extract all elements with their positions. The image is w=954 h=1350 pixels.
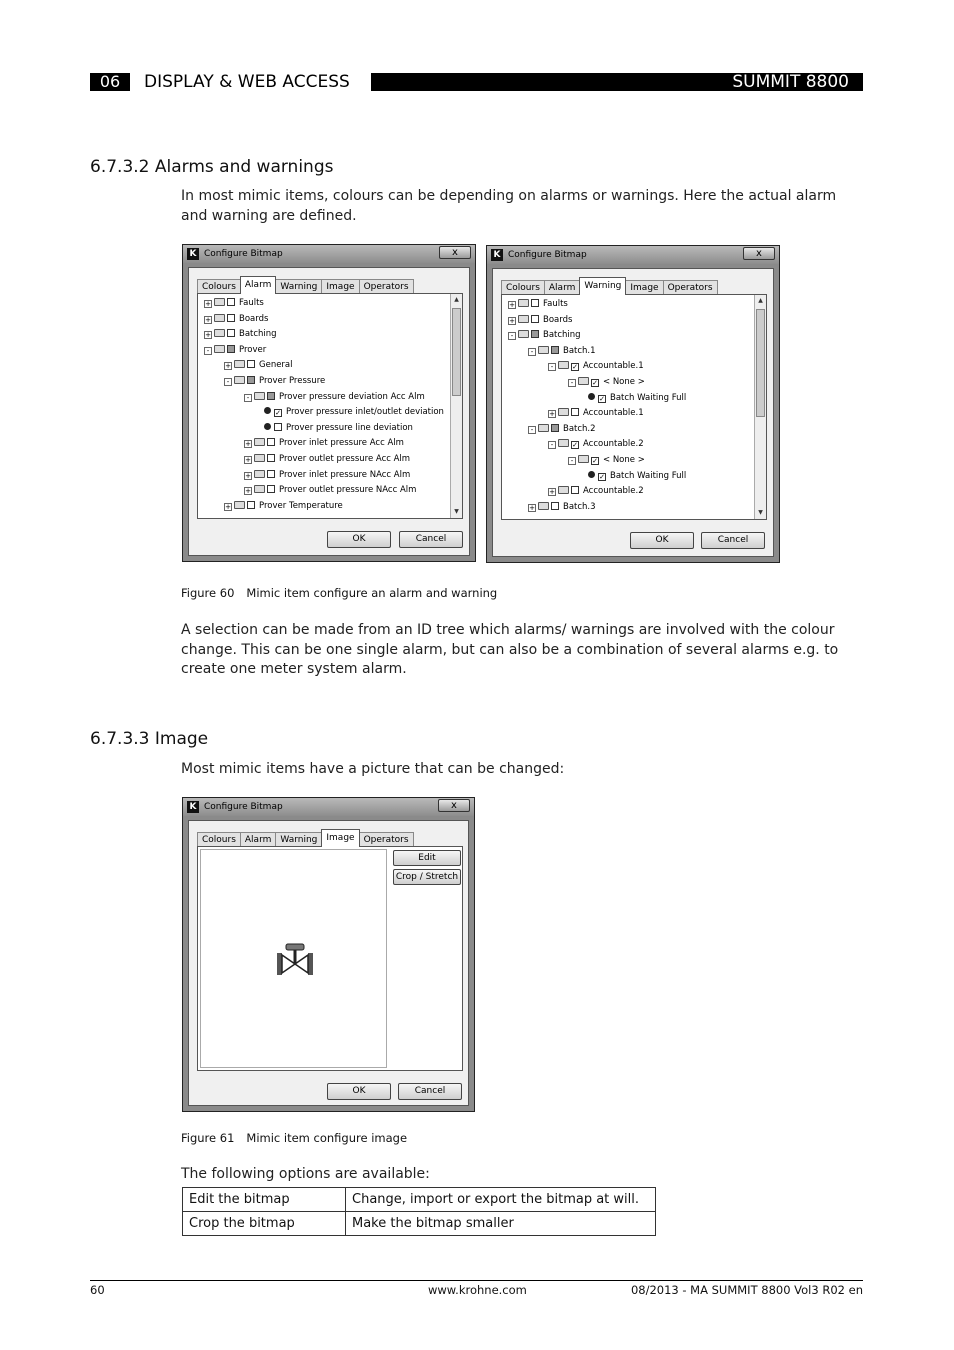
tree-item[interactable] — [244, 452, 410, 466]
dialog-body — [188, 267, 470, 556]
collapse-icon[interactable]: - — [508, 332, 516, 340]
tree-item-label: Prover outlet pressure Acc Alm — [279, 454, 411, 464]
folder-icon — [538, 346, 549, 354]
tab-warning[interactable]: Warning — [275, 832, 322, 847]
checkbox[interactable] — [571, 408, 579, 416]
alarm-bullet-icon — [264, 407, 271, 414]
tree-item[interactable] — [588, 391, 686, 405]
expand-icon[interactable]: + — [549, 410, 555, 419]
tab-alarm[interactable]: Alarm — [240, 276, 276, 294]
tab-alarm[interactable]: Alarm — [544, 280, 580, 295]
checkbox[interactable] — [274, 423, 282, 431]
options-table — [182, 1187, 656, 1236]
cancel-button[interactable]: Cancel — [399, 531, 463, 548]
checkbox[interactable] — [267, 438, 275, 446]
tree-item[interactable] — [244, 436, 404, 450]
tree-item-label: Faults — [239, 298, 264, 308]
tree-item[interactable] — [244, 390, 425, 404]
folder-icon — [518, 315, 529, 323]
folder-icon — [214, 314, 225, 322]
expand-icon[interactable]: + — [529, 503, 535, 512]
dialog-title: Configure Bitmap — [204, 802, 283, 812]
edit-button[interactable]: Edit — [393, 850, 461, 866]
checkbox[interactable] — [571, 486, 579, 494]
expand-icon[interactable]: + — [549, 488, 555, 497]
tree-item[interactable] — [204, 343, 266, 357]
alarm-bullet-icon — [588, 471, 595, 478]
dialog-body — [492, 268, 774, 557]
folder-icon — [254, 438, 265, 446]
image-panel — [197, 846, 463, 1071]
ok-button[interactable]: OK — [327, 1083, 391, 1100]
expand-icon[interactable]: + — [509, 301, 515, 309]
folder-icon — [214, 329, 225, 337]
tab-alarm[interactable]: Alarm — [240, 832, 276, 847]
tree-item-label: Batching — [543, 330, 581, 341]
tree-item[interactable] — [204, 327, 277, 341]
tree-item[interactable] — [568, 375, 645, 389]
tree-item[interactable] — [264, 421, 413, 435]
tab-strip — [501, 277, 717, 295]
expand-icon[interactable]: + — [245, 456, 251, 464]
page-number: 60 — [90, 1283, 105, 1297]
tree-item-label: < None > — [603, 455, 645, 465]
folder-icon — [234, 501, 245, 509]
checkbox[interactable] — [267, 485, 275, 493]
figure-title: Mimic item configure image — [246, 1131, 408, 1145]
cancel-button[interactable]: Cancel — [398, 1083, 462, 1100]
text-line: create one meter system alarm. — [181, 661, 407, 677]
folder-icon — [234, 376, 245, 384]
tree-item-label: Batch Waiting Full — [610, 392, 687, 403]
id-tree[interactable] — [197, 293, 463, 519]
collapse-icon[interactable]: - — [204, 347, 212, 355]
k-logo-icon: K — [187, 801, 199, 813]
tree-item-label: Accountable.2 — [583, 439, 644, 450]
tree-item[interactable] — [244, 483, 416, 497]
checkbox[interactable] — [531, 315, 539, 323]
checkbox[interactable]: ✓ — [599, 472, 605, 481]
tab-warning[interactable]: Warning — [275, 279, 322, 294]
tree-item[interactable] — [204, 312, 268, 326]
folder-icon — [254, 454, 265, 462]
figure-61-caption — [181, 1131, 407, 1145]
tree-item[interactable] — [528, 500, 596, 514]
tree-item[interactable] — [548, 359, 644, 373]
tree-item-label: Batch.1 — [563, 345, 596, 356]
tree-item-label: Prover outlet pressure NAcc Alm — [279, 485, 417, 496]
text-line: and warning are defined. — [181, 207, 357, 224]
table-row — [183, 1188, 656, 1212]
tab-operators[interactable]: Operators — [359, 832, 414, 847]
folder-icon — [214, 298, 225, 306]
text-line: A selection can be made from an ID tree which alarms/ warnings are involved with the colour — [181, 622, 835, 638]
tree-item-label: Prover inlet pressure Acc Alm — [279, 438, 404, 449]
tab-image[interactable]: Image — [321, 279, 359, 294]
checkbox[interactable] — [267, 454, 275, 462]
section-heading-image: 6.7.3.3 Image — [90, 729, 209, 749]
tab-colours[interactable]: Colours — [197, 279, 241, 294]
folder-icon — [234, 360, 245, 368]
tree-item[interactable] — [224, 358, 293, 372]
tree-item-label: Prover — [239, 344, 267, 355]
close-button[interactable]: x — [439, 246, 471, 259]
tree-item[interactable] — [548, 406, 644, 420]
tree-item[interactable] — [548, 484, 644, 498]
figure-number: Figure 61 — [181, 1131, 235, 1145]
checkbox[interactable] — [267, 470, 275, 478]
tree-item-label: < None > — [603, 377, 645, 387]
scroll-down-icon[interactable]: ▼ — [454, 508, 459, 515]
tree-scrollbar[interactable] — [450, 294, 462, 518]
checkbox[interactable] — [267, 392, 275, 400]
tree-item[interactable] — [528, 344, 596, 358]
tree-item-label: Prover pressure line deviation — [286, 422, 413, 433]
tree-item-label: Prover Pressure — [259, 376, 326, 386]
checkbox[interactable] — [551, 346, 559, 354]
tree-item[interactable] — [508, 297, 568, 311]
scroll-thumb[interactable] — [756, 309, 765, 417]
checkbox[interactable] — [247, 376, 255, 384]
folder-icon — [558, 486, 569, 494]
tree-item[interactable] — [588, 469, 686, 483]
checkbox[interactable] — [247, 360, 255, 368]
option-description: Change, import or export the bitmap at will. — [346, 1188, 656, 1212]
cancel-button[interactable]: Cancel — [701, 532, 765, 549]
tree-item[interactable] — [224, 374, 325, 388]
checkbox[interactable] — [531, 330, 539, 338]
tree-item[interactable] — [224, 499, 343, 513]
folder-icon — [558, 408, 569, 416]
close-button[interactable]: x — [438, 799, 470, 812]
figure-number: Figure 60 — [181, 586, 235, 600]
folder-icon — [254, 470, 265, 478]
image-intro: Most mimic items have a picture that can be changed: — [181, 761, 565, 777]
tab-image[interactable]: Image — [625, 280, 663, 295]
folder-icon — [578, 377, 589, 385]
configure-bitmap-dialog-alarm — [182, 244, 476, 562]
tab-warning[interactable]: Warning — [579, 277, 626, 295]
option-description: Make the bitmap smaller — [346, 1212, 656, 1236]
tab-operators[interactable]: Operators — [359, 279, 414, 294]
tab-image[interactable]: Image — [321, 829, 359, 847]
folder-icon — [518, 299, 529, 307]
tree-item-label: Prover inlet pressure NAcc Alm — [279, 469, 411, 480]
crop-stretch-button[interactable]: Crop / Stretch — [393, 869, 461, 885]
chapter-number: 06 — [90, 73, 130, 91]
k-logo-icon: K — [491, 249, 503, 261]
k-logo-icon: K — [187, 248, 199, 260]
folder-icon — [538, 424, 549, 432]
checkbox[interactable] — [227, 329, 235, 337]
section-heading-alarms: 6.7.3.2 Alarms and warnings — [90, 157, 334, 177]
tree-item-label: Boards — [543, 314, 573, 325]
tab-colours[interactable]: Colours — [197, 832, 241, 847]
checkbox[interactable] — [551, 502, 559, 510]
tree-item-label: General — [259, 360, 293, 371]
expand-icon[interactable]: + — [205, 300, 211, 308]
checkbox[interactable]: ✓ — [275, 409, 281, 418]
tree-item[interactable] — [264, 405, 444, 419]
close-button[interactable]: x — [743, 247, 775, 260]
tree-item-label: Prover pressure deviation Acc Alm — [279, 391, 425, 402]
folder-icon — [518, 330, 529, 338]
expand-icon[interactable]: + — [205, 315, 211, 324]
dialog-title: Configure Bitmap — [508, 250, 587, 260]
alarm-bullet-icon — [588, 393, 595, 400]
tree-item[interactable] — [244, 468, 410, 482]
alarms-intro — [181, 187, 861, 226]
scroll-down-icon[interactable]: ▼ — [758, 509, 763, 516]
checkbox[interactable]: ✓ — [592, 379, 598, 387]
tree-item[interactable] — [508, 328, 581, 342]
tree-item-label: Accountable.2 — [583, 486, 644, 497]
tree-item-label: Boards — [239, 313, 269, 324]
dialog-title: Configure Bitmap — [204, 249, 283, 259]
collapse-icon[interactable]: - — [548, 363, 556, 371]
expand-icon[interactable]: + — [205, 331, 211, 340]
product-name: SUMMIT 8800 — [732, 72, 849, 92]
tree-item[interactable] — [528, 422, 596, 436]
alarm-bullet-icon — [264, 423, 271, 430]
text-line: In most mimic items, colours can be depending on alarms or warnings. Here the actual alarm — [181, 188, 837, 204]
footer-url[interactable]: www.krohne.com — [428, 1283, 527, 1297]
checkbox[interactable]: ✓ — [572, 363, 578, 372]
expand-icon[interactable]: + — [225, 502, 231, 511]
valve-bitmap-icon — [277, 943, 313, 976]
option-name: Crop the bitmap — [183, 1212, 346, 1236]
checkbox[interactable]: ✓ — [592, 457, 598, 465]
checkbox[interactable]: ✓ — [599, 394, 605, 403]
tab-strip — [197, 276, 413, 294]
folder-icon — [558, 439, 569, 447]
bitmap-preview[interactable] — [200, 849, 387, 1068]
tree-item-label: Batching — [239, 329, 277, 340]
expand-icon[interactable]: + — [245, 440, 251, 449]
options-intro: The following options are available: — [181, 1166, 430, 1182]
tree-item[interactable] — [508, 313, 572, 327]
text-line: change. This can be one single alarm, but can also be a combination of several alarms e.g. to — [181, 641, 839, 658]
checkbox[interactable] — [247, 501, 255, 509]
tab-operators[interactable]: Operators — [663, 280, 718, 295]
footer-rule — [90, 1280, 863, 1281]
collapse-icon[interactable]: - — [568, 379, 576, 387]
tree-item-label: Batch Waiting Full — [610, 470, 687, 481]
configure-bitmap-dialog-warning — [486, 245, 780, 563]
folder-icon — [578, 455, 589, 463]
tree-scrollbar[interactable] — [754, 295, 766, 519]
ok-button[interactable]: OK — [630, 532, 694, 549]
document-id: 08/2013 - MA SUMMIT 8800 Vol3 R02 en — [630, 1283, 863, 1297]
option-name: Edit the bitmap — [183, 1188, 346, 1212]
id-tree[interactable] — [501, 294, 767, 520]
tree-item-label: Faults — [543, 299, 568, 309]
expand-icon[interactable]: + — [509, 316, 515, 325]
checkbox[interactable]: ✓ — [572, 441, 578, 450]
collapse-icon[interactable]: - — [244, 394, 252, 402]
tab-strip — [197, 829, 413, 847]
tree-item[interactable] — [568, 453, 645, 467]
folder-icon — [558, 361, 569, 369]
figure-title: Mimic item configure an alarm and warning — [246, 586, 498, 600]
checkbox[interactable] — [551, 424, 559, 432]
checkbox[interactable] — [227, 345, 235, 353]
folder-icon — [214, 345, 225, 353]
alarms-explanation — [181, 621, 861, 680]
dialog-body — [188, 820, 469, 1106]
collapse-icon[interactable]: - — [528, 348, 536, 356]
collapse-icon[interactable]: - — [548, 441, 556, 449]
tree-item-label: Prover Temperature — [259, 500, 343, 511]
collapse-icon[interactable]: - — [528, 426, 536, 434]
folder-icon — [254, 485, 265, 493]
title-bar — [183, 798, 474, 816]
collapse-icon[interactable]: - — [568, 457, 576, 465]
folder-icon — [254, 392, 265, 400]
tree-item-label: Prover pressure inlet/outlet deviation — [286, 407, 444, 418]
folder-icon — [538, 502, 549, 510]
scroll-up-icon[interactable]: ▲ — [454, 296, 459, 303]
title-bar — [183, 245, 475, 263]
title-bar — [487, 246, 779, 264]
expand-icon[interactable]: + — [245, 471, 251, 480]
checkbox[interactable] — [227, 314, 235, 322]
checkbox[interactable] — [531, 299, 539, 307]
tree-item[interactable] — [548, 437, 644, 451]
expand-icon[interactable]: + — [245, 487, 251, 496]
collapse-icon[interactable]: - — [224, 378, 232, 386]
ok-button[interactable]: OK — [327, 531, 391, 548]
chapter-title: DISPLAY & WEB ACCESS — [144, 72, 350, 92]
checkbox[interactable] — [227, 298, 235, 306]
configure-bitmap-dialog-image — [182, 797, 475, 1112]
tree-item-label: Accountable.1 — [583, 408, 644, 419]
tree-item[interactable] — [204, 296, 264, 310]
scroll-thumb[interactable] — [452, 308, 461, 396]
scroll-up-icon[interactable]: ▲ — [758, 297, 763, 304]
tab-colours[interactable]: Colours — [501, 280, 545, 295]
table-row — [183, 1212, 656, 1236]
tree-item-label: Batch.2 — [563, 423, 596, 434]
figure-60-caption — [181, 586, 497, 600]
tree-item-label: Accountable.1 — [583, 361, 644, 372]
tree-item-label: Batch.3 — [563, 501, 596, 512]
expand-icon[interactable]: + — [225, 362, 231, 371]
